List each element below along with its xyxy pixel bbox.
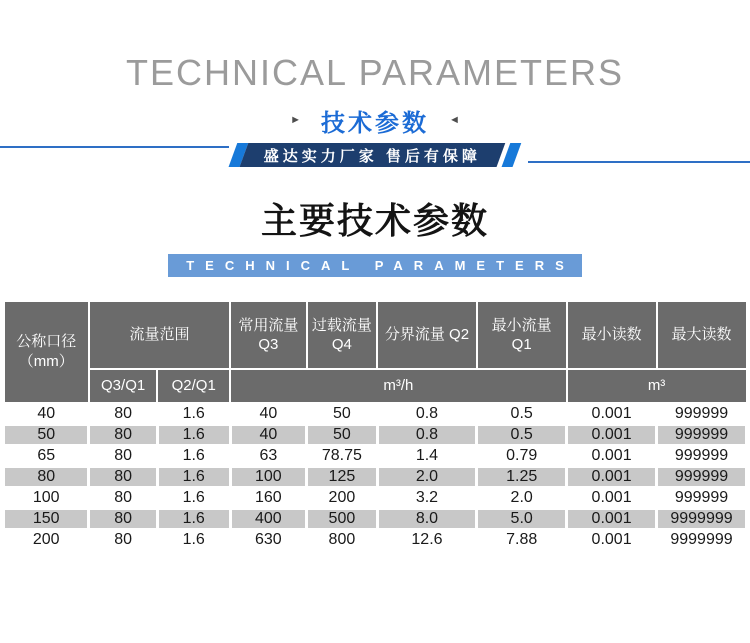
header-boundary-flow-q2: 分界流量 Q2 <box>377 301 477 369</box>
table-cell: 50 <box>4 424 89 445</box>
header-min-flow-q1: 最小流量 Q1 <box>477 301 567 369</box>
ribbon-banner <box>0 143 750 167</box>
page-title-english: TECHNICAL PARAMETERS <box>125 52 625 93</box>
table-cell: 1.6 <box>157 508 230 529</box>
ribbon-shape <box>229 143 522 167</box>
table-cell: 999999 <box>657 487 747 508</box>
banner-text: 盛达实力厂家 售后有保障 <box>263 147 482 165</box>
table-cell: 63 <box>230 445 307 466</box>
technical-parameters-table <box>2 300 748 552</box>
table-cell: 0.001 <box>567 529 657 550</box>
subheader-flow-unit: m³/h <box>230 369 567 403</box>
table-cell: 80 <box>89 445 157 466</box>
table-cell: 1.6 <box>157 445 230 466</box>
subheader-q2q1-ratio: Q2/Q1 <box>157 369 230 403</box>
table-cell: 65 <box>4 445 89 466</box>
header-min-reading: 最小读数 <box>567 301 657 369</box>
table-cell: 80 <box>89 508 157 529</box>
table-cell: 800 <box>307 529 378 550</box>
table-cell: 1.6 <box>157 529 230 550</box>
header-flow-range: 流量范围 <box>89 301 230 369</box>
table-cell: 0.001 <box>567 403 657 424</box>
ribbon-body <box>240 143 506 167</box>
header-max-reading: 最大读数 <box>657 301 747 369</box>
table-cell: 0.001 <box>567 508 657 529</box>
table-cell: 2.0 <box>377 466 477 487</box>
header-nominal-diameter: 公称口径（mm） <box>4 301 89 403</box>
table-cell: 0.001 <box>567 466 657 487</box>
table-cell: 50 <box>307 403 378 424</box>
table-row <box>4 403 747 424</box>
table-header <box>4 301 747 403</box>
table-row <box>4 487 747 508</box>
table-cell: 999999 <box>657 424 747 445</box>
table-cell: 78.75 <box>307 445 378 466</box>
table-cell: 3.2 <box>377 487 477 508</box>
table-row <box>4 529 747 550</box>
subheader-q3q1-ratio: Q3/Q1 <box>89 369 157 403</box>
table-cell: 1.6 <box>157 466 230 487</box>
table-row <box>4 508 747 529</box>
table-cell: 200 <box>307 487 378 508</box>
table-cell: 125 <box>307 466 378 487</box>
arrow-left-icon: ◄ <box>449 113 460 126</box>
table-cell: 1.6 <box>157 424 230 445</box>
table-cell: 999999 <box>657 445 747 466</box>
subheader-reading-unit: m³ <box>567 369 747 403</box>
table-cell: 80 <box>89 424 157 445</box>
table-cell: 40 <box>230 424 307 445</box>
table-cell: 400 <box>230 508 307 529</box>
ribbon-accent-right <box>502 143 522 167</box>
table-cell: 999999 <box>657 403 747 424</box>
table-cell: 0.8 <box>377 424 477 445</box>
table-cell: 8.0 <box>377 508 477 529</box>
table-cell: 9999999 <box>657 529 747 550</box>
table-cell: 500 <box>307 508 378 529</box>
table-cell: 40 <box>4 403 89 424</box>
section-title-english-bar: TECHNICAL PARAMETERS <box>168 254 582 277</box>
subtitle-chinese: 技术参数 <box>321 109 429 137</box>
table-cell: 0.001 <box>567 424 657 445</box>
table-cell: 100 <box>230 466 307 487</box>
table-cell: 160 <box>230 487 307 508</box>
table-cell: 630 <box>230 529 307 550</box>
table-cell: 80 <box>89 403 157 424</box>
table-cell: 80 <box>89 466 157 487</box>
table-cell: 80 <box>89 487 157 508</box>
table-cell: 1.6 <box>157 403 230 424</box>
table-cell: 999999 <box>657 466 747 487</box>
table-cell: 1.25 <box>477 466 567 487</box>
table-cell: 12.6 <box>377 529 477 550</box>
table-cell: 1.4 <box>377 445 477 466</box>
table-body <box>4 403 747 550</box>
table-cell: 5.0 <box>477 508 567 529</box>
table-cell: 0.5 <box>477 403 567 424</box>
table-cell: 7.88 <box>477 529 567 550</box>
subtitle-row <box>0 106 750 137</box>
table-cell: 40 <box>230 403 307 424</box>
table-cell: 0.79 <box>477 445 567 466</box>
header-common-flow-q3: 常用流量 Q3 <box>230 301 307 369</box>
table-cell: 0.001 <box>567 487 657 508</box>
table-cell: 9999999 <box>657 508 747 529</box>
table-cell: 200 <box>4 529 89 550</box>
table-cell: 50 <box>307 424 378 445</box>
banner-line-left <box>0 146 229 148</box>
table-cell: 2.0 <box>477 487 567 508</box>
table-cell: 0.001 <box>567 445 657 466</box>
table-cell: 150 <box>4 508 89 529</box>
header-overload-flow-q4: 过载流量 Q4 <box>307 301 378 369</box>
table-cell: 80 <box>4 466 89 487</box>
table-cell: 0.5 <box>477 424 567 445</box>
table-row <box>4 424 747 445</box>
table-cell: 100 <box>4 487 89 508</box>
table-cell: 0.8 <box>377 403 477 424</box>
banner-line-right <box>528 161 750 163</box>
arrow-right-icon: ► <box>290 113 301 126</box>
table-row <box>4 466 747 487</box>
table-cell: 80 <box>89 529 157 550</box>
table-cell: 1.6 <box>157 487 230 508</box>
table-row <box>4 445 747 466</box>
section-title-chinese: 主要技术参数 <box>260 200 489 241</box>
